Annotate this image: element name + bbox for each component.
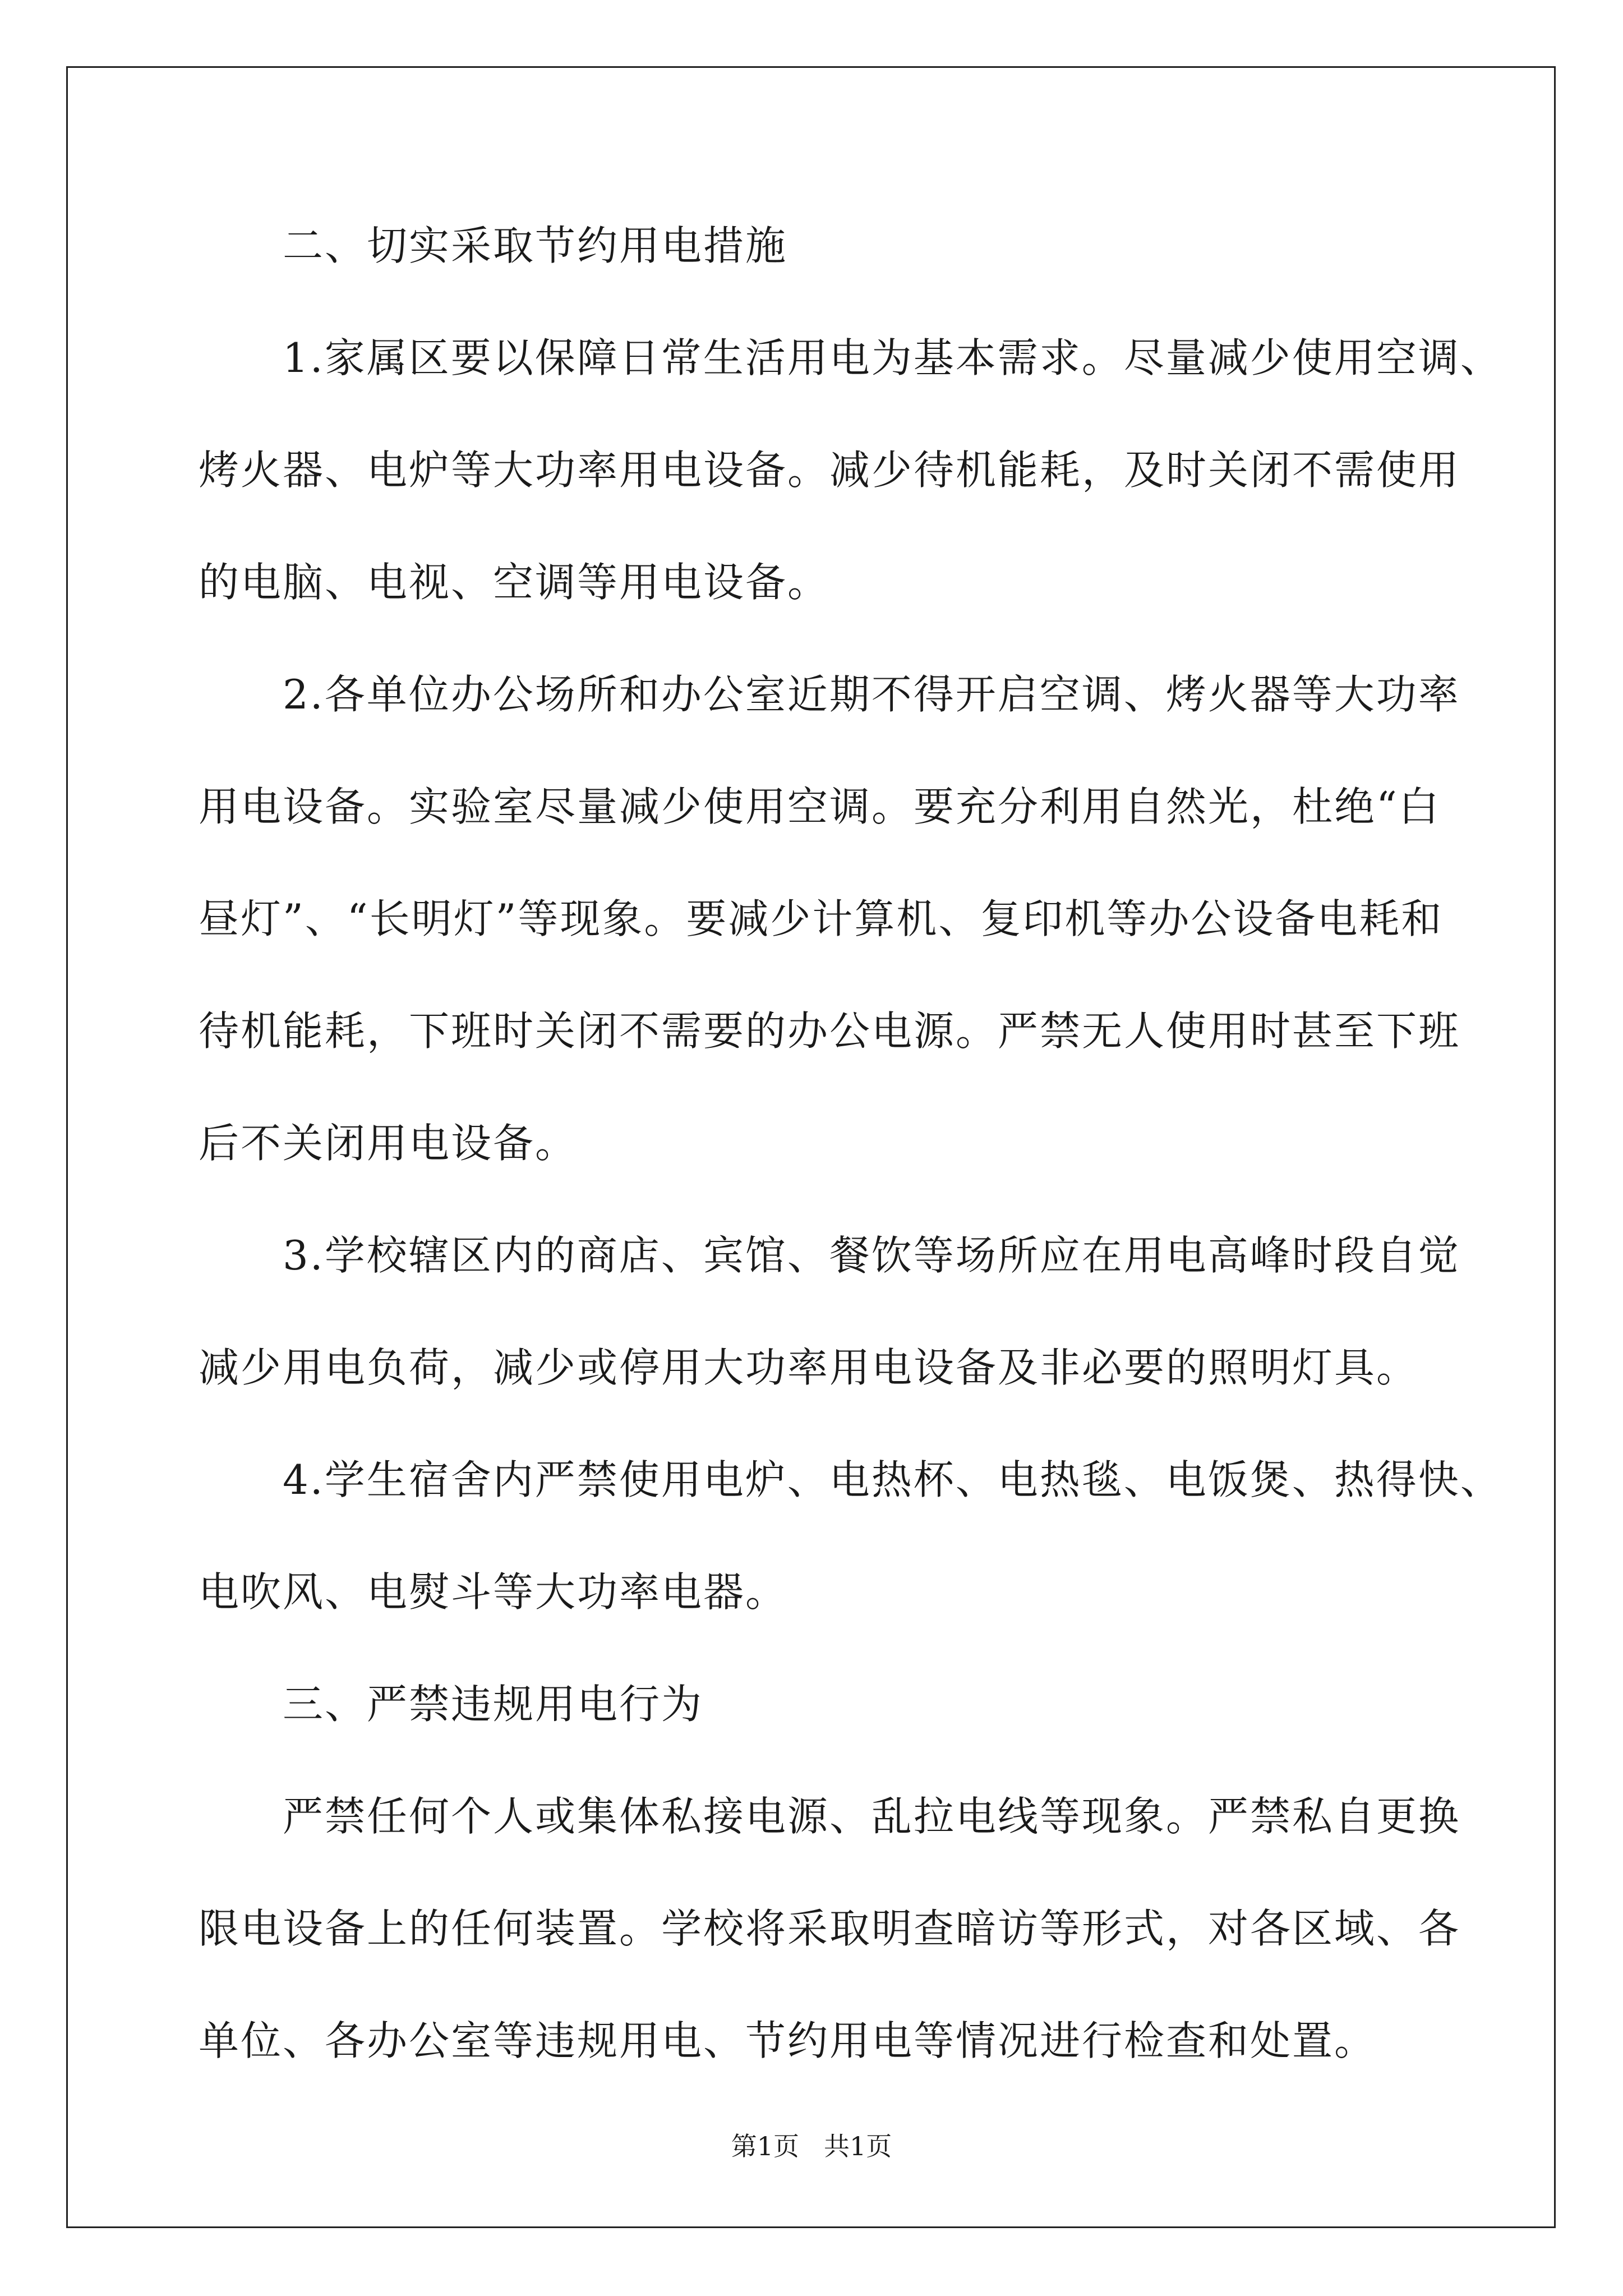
paragraph-line: 减少用电负荷，减少或停用大功率用电设备及非必要的照明灯具。	[199, 1344, 1419, 1391]
paragraph-line: 1.家属区要以保障日常生活用电为基本需求。尽量减少使用空调、	[199, 334, 1502, 381]
paragraph-line: 昼灯”、“长明灯”等现象。要减少计算机、复印机等办公设备电耗和	[199, 895, 1444, 942]
paragraph-line: 2.各单位办公场所和办公室近期不得开启空调、烤火器等大功率	[199, 671, 1460, 718]
paragraph-line: 3.学校辖区内的商店、宾馆、餐饮等场所应在用电高峰时段自觉	[199, 1232, 1460, 1279]
section-heading-2: 二、切实采取节约用电措施	[199, 222, 788, 269]
page-number-total: 共1页	[823, 2131, 892, 2161]
paragraph-line: 4.学生宿舍内严禁使用电炉、电热杯、电热毯、电饭煲、热得快、	[199, 1456, 1502, 1503]
paragraph-line: 的电脑、电视、空调等用电设备。	[199, 559, 830, 606]
paragraph-line: 电吹风、电熨斗等大功率电器。	[199, 1568, 788, 1616]
paragraph-line: 单位、各办公室等违规用电、节约用电等情况进行检查和处置。	[199, 2017, 1377, 2064]
paragraph-line: 烤火器、电炉等大功率用电设备。减少待机能耗，及时关闭不需使用	[199, 447, 1461, 494]
paragraph-line: 用电设备。实验室尽量减少使用空调。要充分利用自然光，杜绝“白	[199, 783, 1441, 830]
page-footer	[0, 2129, 1623, 2163]
paragraph-line: 严禁任何个人或集体私接电源、乱拉电线等现象。严禁私自更换	[199, 1793, 1461, 1840]
section-heading-3: 三、严禁违规用电行为	[199, 1681, 704, 1728]
paragraph-line: 待机能耗，下班时关闭不需要的办公电源。严禁无人使用时甚至下班	[199, 1007, 1461, 1055]
page-number-current: 第1页	[731, 2131, 800, 2161]
paragraph-line: 后不关闭用电设备。	[199, 1120, 578, 1167]
paragraph-line: 限电设备上的任何装置。学校将采取明查暗访等形式，对各区域、各	[199, 1905, 1461, 1952]
